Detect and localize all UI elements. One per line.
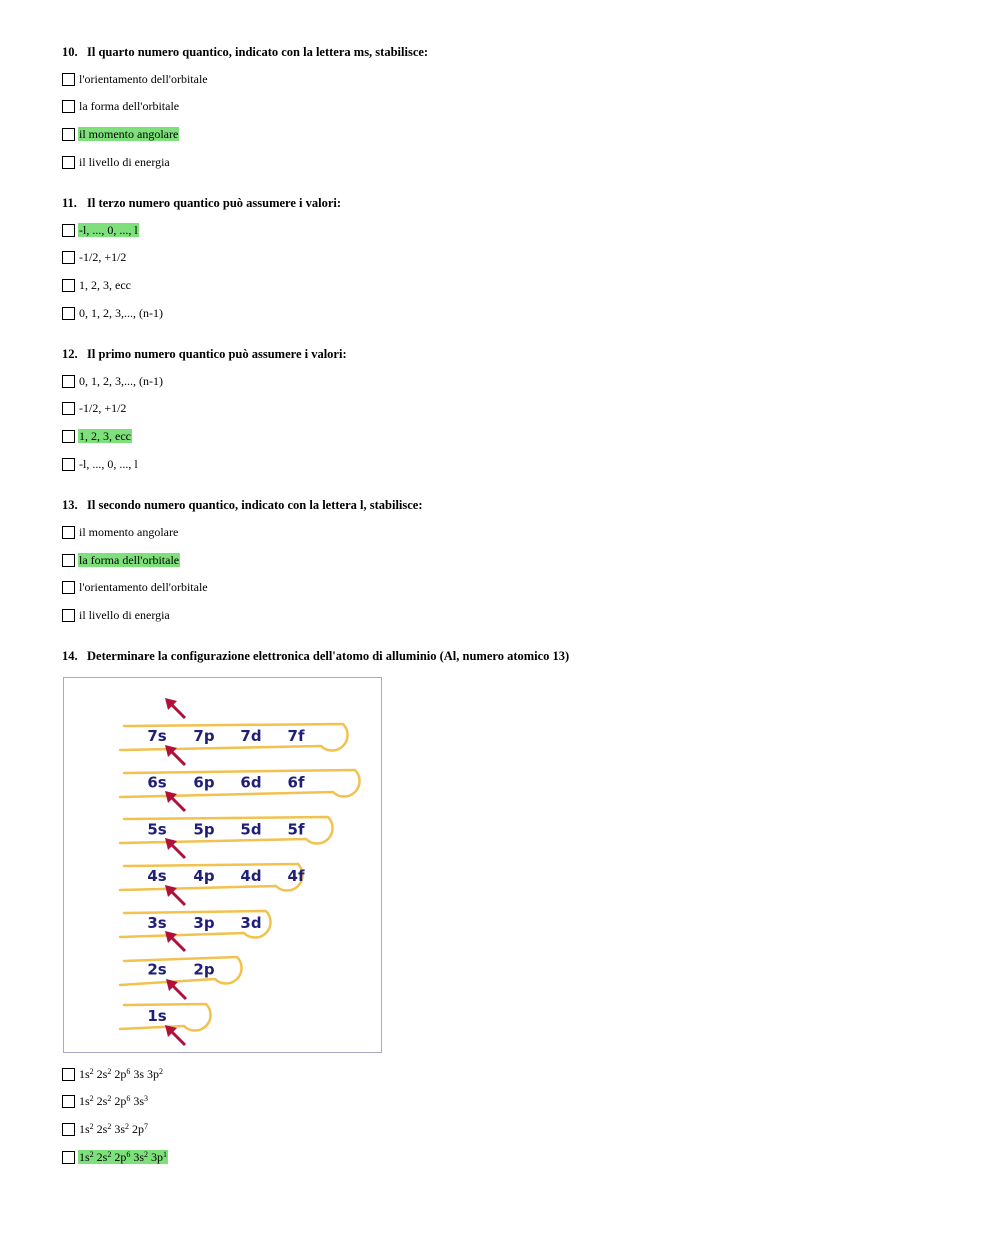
config-exponent: 2 xyxy=(89,1067,94,1076)
orbital-label: 5d xyxy=(240,820,262,839)
answer-checkbox[interactable] xyxy=(62,609,75,622)
config-base: 2p xyxy=(111,1150,127,1164)
orbital-label: 6d xyxy=(240,773,262,792)
config-base: 1s xyxy=(79,1094,90,1108)
orbital-label: 4s xyxy=(147,867,167,886)
answer-option xyxy=(62,1121,149,1137)
answer-checkbox[interactable] xyxy=(62,581,75,594)
config-exponent: 2 xyxy=(144,1150,149,1159)
question-12-title xyxy=(62,347,347,362)
answer-checkbox[interactable] xyxy=(62,73,75,86)
orbital-label: 3s xyxy=(147,913,167,932)
orbital-label: 2s xyxy=(147,960,167,979)
answer-option xyxy=(62,456,139,472)
question-text: Il quarto numero quantico, indicato con la lettera ms, stabilisce: xyxy=(87,45,429,59)
answer-option xyxy=(62,1149,168,1165)
config-exponent: 6 xyxy=(126,1150,131,1159)
question-number: 12. xyxy=(62,347,78,361)
answer-text: l'orientamento dell'orbitale xyxy=(79,72,208,86)
answer-option xyxy=(62,126,179,142)
orbital-label: 3p xyxy=(193,913,215,932)
answer-text: la forma dell'orbitale xyxy=(79,99,180,113)
orbital-label: 6f xyxy=(287,773,305,792)
answer-checkbox[interactable] xyxy=(62,279,75,292)
question-10-title xyxy=(62,45,428,60)
aufbau-diagram-svg xyxy=(64,678,381,1052)
orbital-label: 6s xyxy=(147,773,167,792)
config-exponent: 2 xyxy=(89,1122,94,1131)
direction-arrow-icon xyxy=(165,698,185,718)
answer-checkbox[interactable] xyxy=(62,1068,75,1081)
config-base: 3s xyxy=(130,1150,145,1164)
answer-text: il momento angolare xyxy=(79,525,179,539)
answer-text: 1, 2, 3, ecc xyxy=(79,429,131,443)
config-base: 2s xyxy=(93,1067,108,1081)
answer-text xyxy=(78,1122,149,1136)
question-14-title xyxy=(62,649,569,664)
orbital-label: 7s xyxy=(147,727,167,745)
answer-checkbox[interactable] xyxy=(62,1151,75,1164)
question-text: Il primo numero quantico può assumere i valori: xyxy=(87,347,347,361)
orbital-label: 5s xyxy=(147,820,167,839)
answer-option xyxy=(62,579,209,595)
config-exponent: 2 xyxy=(89,1150,94,1159)
answer-option xyxy=(62,552,180,568)
answer-text: la forma dell'orbitale xyxy=(79,553,180,567)
answer-text xyxy=(78,1094,149,1108)
orbital-label: 4d xyxy=(240,867,262,886)
config-exponent: 7 xyxy=(144,1122,149,1131)
answer-option xyxy=(62,222,139,238)
answer-text: -1/2, +1/2 xyxy=(79,401,127,415)
config-base: 2s xyxy=(93,1122,108,1136)
answer-text: il livello di energia xyxy=(79,155,170,169)
orbital-label: 3d xyxy=(240,913,262,932)
orbital-label: 7f xyxy=(287,727,305,745)
orbital-label: 5f xyxy=(287,820,305,839)
question-text: Determinare la configurazione elettronica dell'atomo di alluminio (Al, numero atomico 13) xyxy=(87,649,570,663)
aufbau-diagram xyxy=(63,677,382,1053)
answer-option xyxy=(62,607,171,623)
answer-checkbox[interactable] xyxy=(62,458,75,471)
answer-text: 0, 1, 2, 3,..., (n-1) xyxy=(79,374,163,388)
orbital-label: 4p xyxy=(193,867,215,886)
answer-option xyxy=(62,98,180,114)
answer-text xyxy=(78,1150,168,1164)
orbital-label: 7d xyxy=(240,727,262,745)
answer-text: l'orientamento dell'orbitale xyxy=(79,580,208,594)
config-exponent: 2 xyxy=(125,1122,130,1131)
answer-text: -l, ..., 0, ..., l xyxy=(79,223,138,237)
answer-text: -l, ..., 0, ..., l xyxy=(79,457,138,471)
config-exponent: 2 xyxy=(89,1094,94,1103)
config-exponent: 2 xyxy=(107,1067,112,1076)
orbital-label: 2p xyxy=(193,960,215,979)
question-number: 13. xyxy=(62,498,78,512)
answer-option xyxy=(62,71,209,87)
question-number: 14. xyxy=(62,649,78,663)
answer-text xyxy=(78,1067,164,1081)
config-base: 2p xyxy=(111,1094,127,1108)
answer-option xyxy=(62,428,132,444)
answer-text: 1, 2, 3, ecc xyxy=(79,278,131,292)
answer-option xyxy=(62,305,164,321)
diagonal-loop xyxy=(120,957,242,985)
answer-option xyxy=(62,373,164,389)
answer-checkbox[interactable] xyxy=(62,375,75,388)
answer-checkbox[interactable] xyxy=(62,251,75,264)
config-exponent: 2 xyxy=(159,1067,164,1076)
orbital-label: 4f xyxy=(287,867,305,886)
config-exponent: 1 xyxy=(163,1150,168,1159)
answer-text: 0, 1, 2, 3,..., (n-1) xyxy=(79,306,163,320)
answer-option xyxy=(62,154,171,170)
config-exponent: 6 xyxy=(126,1094,131,1103)
config-base: 2p xyxy=(129,1122,145,1136)
config-base: 2s xyxy=(93,1094,108,1108)
answer-checkbox[interactable] xyxy=(62,1123,75,1136)
config-base: 3s 3p xyxy=(130,1067,160,1081)
config-base: 2p xyxy=(111,1067,127,1081)
question-number: 10. xyxy=(62,45,78,59)
answer-checkbox[interactable] xyxy=(62,100,75,113)
config-base: 1s xyxy=(79,1122,90,1136)
answer-checkbox[interactable] xyxy=(62,307,75,320)
orbital-label: 5p xyxy=(193,820,215,839)
answer-option xyxy=(62,524,179,540)
orbital-label: 6p xyxy=(193,773,215,792)
question-text: Il secondo numero quantico, indicato con la lettera l, stabilisce: xyxy=(87,498,423,512)
direction-arrow-icon xyxy=(165,791,185,811)
answer-checkbox[interactable] xyxy=(62,526,75,539)
answer-option xyxy=(62,1093,149,1109)
orbital-label: 7p xyxy=(193,727,215,745)
config-base: 2s xyxy=(93,1150,108,1164)
config-base: 1s xyxy=(79,1067,90,1081)
config-base: 1s xyxy=(79,1150,90,1164)
answer-option xyxy=(62,249,127,265)
answer-text: il momento angolare xyxy=(79,127,179,141)
answer-checkbox[interactable] xyxy=(62,156,75,169)
direction-arrow-icon xyxy=(165,1025,185,1045)
answer-checkbox[interactable] xyxy=(62,402,75,415)
answer-checkbox[interactable] xyxy=(62,430,75,443)
question-number: 11. xyxy=(62,196,77,210)
answer-checkbox[interactable] xyxy=(62,128,75,141)
question-11-title xyxy=(62,196,341,211)
config-exponent: 2 xyxy=(107,1122,112,1131)
answer-option xyxy=(62,400,127,416)
orbital-label: 1s xyxy=(147,1007,167,1026)
config-exponent: 6 xyxy=(126,1067,131,1076)
answer-checkbox[interactable] xyxy=(62,224,75,237)
question-13-title xyxy=(62,498,423,513)
answer-checkbox[interactable] xyxy=(62,554,75,567)
config-exponent: 3 xyxy=(144,1094,149,1103)
config-base: 3p xyxy=(148,1150,164,1164)
answer-text: -1/2, +1/2 xyxy=(79,250,127,264)
config-exponent: 2 xyxy=(107,1094,112,1103)
answer-checkbox[interactable] xyxy=(62,1095,75,1108)
config-exponent: 2 xyxy=(107,1150,112,1159)
question-text: Il terzo numero quantico può assumere i valori: xyxy=(87,196,342,210)
config-base: 3s xyxy=(111,1122,126,1136)
config-base: 3s xyxy=(130,1094,145,1108)
answer-option xyxy=(62,277,132,293)
answer-option xyxy=(62,1066,164,1082)
answer-text: il livello di energia xyxy=(79,608,170,622)
